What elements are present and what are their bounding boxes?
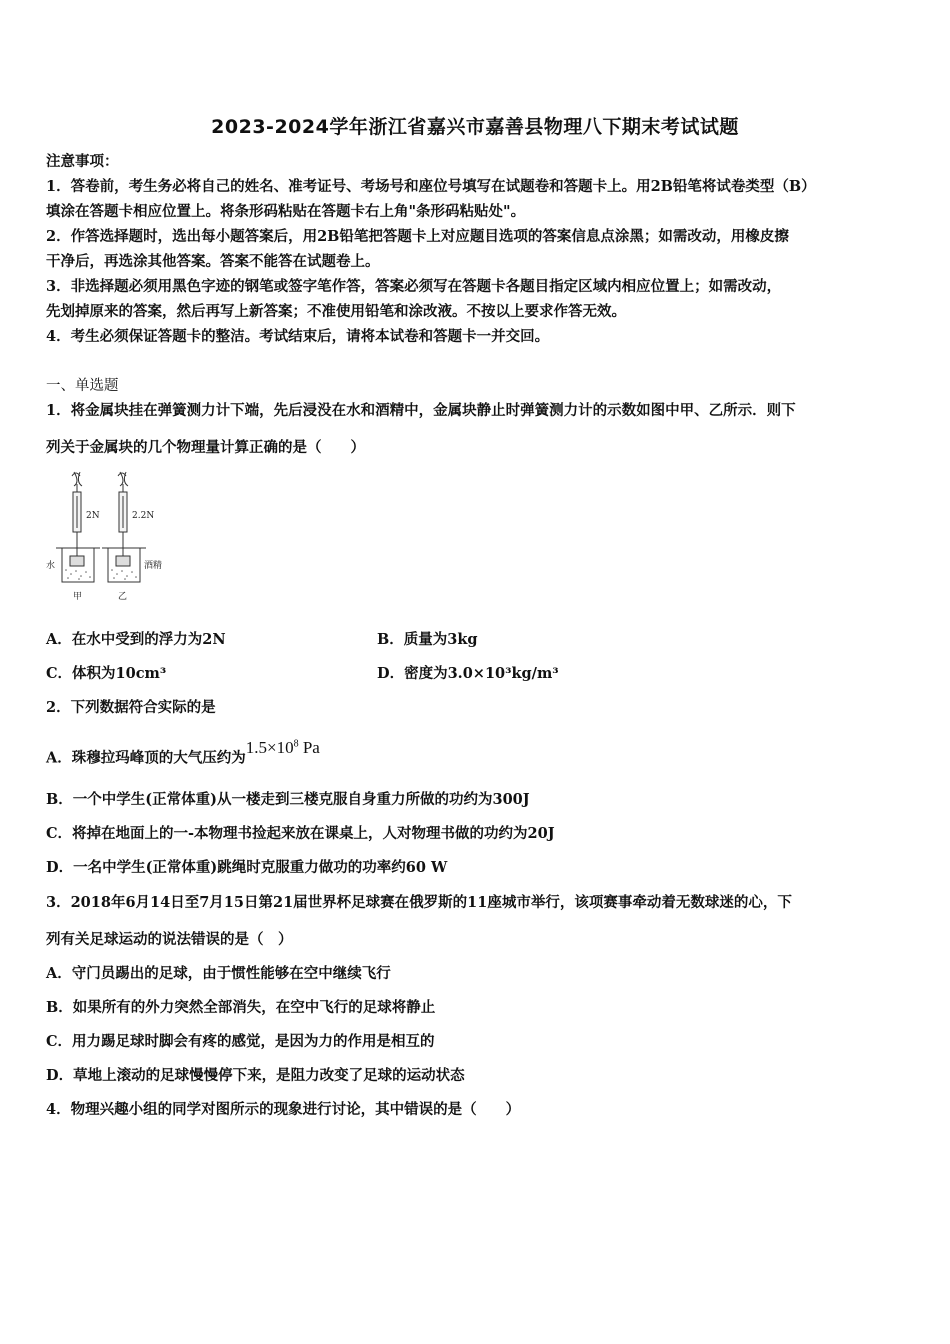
q1-stem-line-2: 列关于金属块的几个物理量计算正确的是（ ） [46,439,365,456]
notice-heading: 注意事项： [46,153,119,170]
right-reading: 2.2N [132,511,155,521]
page-title: 2023-2024学年浙江省嘉兴市嘉善县物理八下期末考试试题 [211,116,739,138]
section-heading: 一、单选题 [46,378,119,394]
right-metal-block [116,556,130,566]
left-reading: 2N [86,511,100,521]
q3-stem-line-2: 列有关足球运动的说法错误的是（ ） [46,931,293,948]
notice-line-4: 干净后，再选涂其他答案。答案不能答在试题卷上。 [46,253,380,270]
q1-option-c: C．体积为10cm³ [46,665,167,682]
q3-option-d: D．草地上滚动的足球慢慢停下来，是阻力改变了足球的运动状态 [46,1067,465,1084]
q2-formula-unit: Pa [298,737,320,757]
q1-option-b: B．质量为3kg [377,631,478,648]
q2-option-a-formula [246,738,320,757]
q2-option-a-text: A．珠穆拉玛峰顶的大气压约为 [46,749,246,767]
q2-option-d: D．一名中学生(正常体重)跳绳时克服重力做功的功率约60 W [46,859,448,876]
q2-formula-exponent: 8 [293,738,299,749]
q3-option-b: B．如果所有的外力突然全部消失，在空中飞行的足球将静止 [46,999,436,1016]
left-hand-icon [72,472,82,486]
q1-figure-spring-scales [44,468,179,608]
q2-option-b: B．一个中学生(正常体重)从一楼走到三楼克服自身重力所做的功约为300J [46,791,530,808]
notice-line-7: 4．考生必须保证答题卡的整洁。考试结束后，请将本试卷和答题卡一并交回。 [46,328,550,345]
q2-stem: 2．下列数据符合实际的是 [46,699,216,716]
notice-line-5: 3．非选择题必须用黑色字迹的钢笔或签字笔作答，答案必须写在答题卡各题目指定区域内相应位置上；如需改动， [46,278,782,295]
q1-option-d: D．密度为3.0×10³kg/m³ [377,665,559,682]
left-metal-block [70,556,84,566]
q3-stem-line-1: 3．2018年6月14日至7月15日第21届世界杯足球赛在俄罗斯的11座城市举行，该项赛事牵动着无数球迷的心，下 [46,894,792,911]
q2-formula-base: 1.5×10 [245,737,294,757]
q3-option-c: C．用力踢足球时脚会有疼的感觉，是因为力的作用是相互的 [46,1033,435,1050]
q4-stem: 4．物理兴趣小组的同学对图所示的现象进行讨论，其中错误的是（ ） [46,1101,521,1118]
q1-stem-line-1: 1．将金属块挂在弹簧测力计下端，先后浸没在水和酒精中，金属块静止时弹簧测力计的示数如图中甲、乙所示．则下 [46,402,796,419]
left-caption: 甲 [73,592,83,602]
q2-option-c: C．将掉在地面上的一-本物理书捡起来放在课桌上，人对物理书做的功约为20J [46,825,555,842]
notice-line-6: 先划掉原来的答案，然后再写上新答案；不准使用铅笔和涂改液。不按以上要求作答无效。 [46,303,626,320]
right-liquid-label: 酒精 [144,561,163,571]
q2-option-a [46,737,320,769]
right-caption: 乙 [118,592,128,602]
q1-option-a: A．在水中受到的浮力为2N [46,631,226,648]
left-liquid-label: 水 [46,561,56,571]
right-hand-icon [118,472,128,486]
notice-line-1: 1．答卷前，考生务必将自己的姓名、准考证号、考场号和座位号填写在试题卷和答题卡上。用2B铅笔将试卷类型（B） [46,178,816,195]
notice-line-2: 填涂在答题卡相应位置上。将条形码粘贴在答题卡右上角"条形码粘贴处"。 [46,203,526,220]
notice-line-3: 2．作答选择题时，选出每小题答案后，用2B铅笔把答题卡上对应题目选项的答案信息点涂黑；如需改动，用橡皮擦 [46,228,789,245]
q3-option-a: A．守门员踢出的足球，由于惯性能够在空中继续飞行 [46,965,391,982]
